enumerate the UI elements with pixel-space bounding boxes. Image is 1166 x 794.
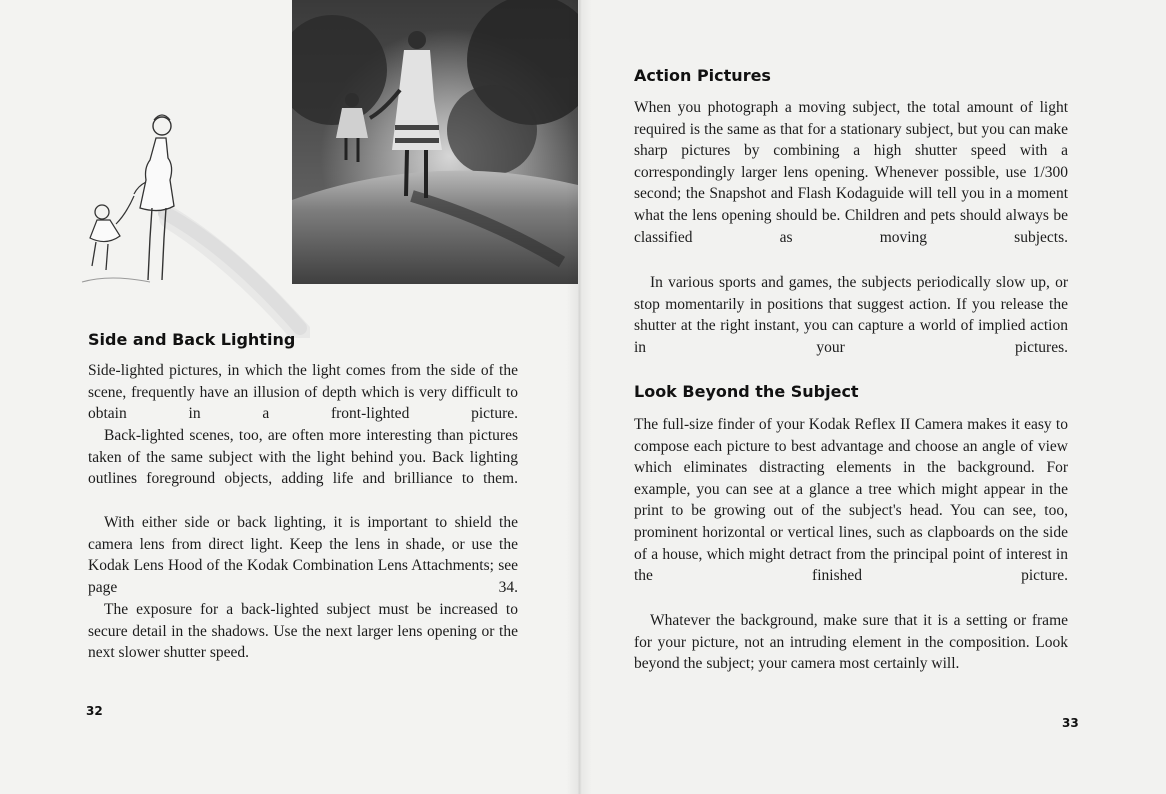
left-page — [0, 0, 578, 794]
paragraph: Back-lighted scenes, too, are often more interesting than pictures taken of the same subject with the light behind you. Back lighting outlines foreground objects, adding life and brilliance to them. — [88, 427, 518, 488]
page-number: 32 — [86, 704, 103, 718]
section-heading: Action Pictures — [634, 66, 771, 85]
paragraph: The exposure for a back-lighted subject must be increased to secure detail in the shadows. Use the next larger lens opening or the next slower shutter speed. — [88, 601, 518, 662]
paragraph: When you photograph a moving subject, the total amount of light required is the same as that for a stationary subject, but you can make sharp pictures by combining a high shutter speed with a correspondingly larger lens opening. Whenever possible, use 1/300 second; the Snapshot and Flash Kodaguide will tell you in a moment what the lens opening should be. Children and pets should always be classified as moving subjects. — [634, 99, 1068, 246]
right-page — [578, 0, 1166, 794]
mother-child-illustration — [70, 98, 310, 338]
paragraph: Whatever the background, make sure that it is a setting or frame for your picture, not an intruding element in the composition. Look beyond the subject; your camera most certainly will. — [634, 612, 1068, 673]
page-number: 33 — [1062, 716, 1079, 730]
paragraph: Side-lighted pictures, in which the light comes from the side of the scene, frequently have an illusion of depth which is very difficult to obtain in a front-lighted picture. — [88, 362, 518, 423]
paragraph: With either side or back lighting, it is important to shield the camera lens from direct light. Keep the lens in shade, or use the Kodak Lens Hood of the Kodak Combination Lens Attachments; see page 34. — [88, 514, 518, 596]
back-lighted-photo — [292, 0, 578, 284]
section-heading: Side and Back Lighting — [88, 330, 296, 349]
paragraph: In various sports and games, the subjects periodically slow up, or stop momentarily in positions that suggest action. If you release the shutter at the right instant, you can capture a world of implied action in your pictures. — [634, 274, 1068, 356]
paragraph: The full-size finder of your Kodak Reflex II Camera makes it easy to compose each picture to best advantage and choose an angle of view which eliminates distracting elements in the background. For example, you can see at a glance a tree which might appear in the print to be growing out of the subject's head. You can see, too, prominent horizontal or vertical lines, such as clapboards on the side of a house, which might detract from the principal point of interest in the finished picture. — [634, 416, 1068, 585]
section-heading: Look Beyond the Subject — [634, 382, 859, 401]
